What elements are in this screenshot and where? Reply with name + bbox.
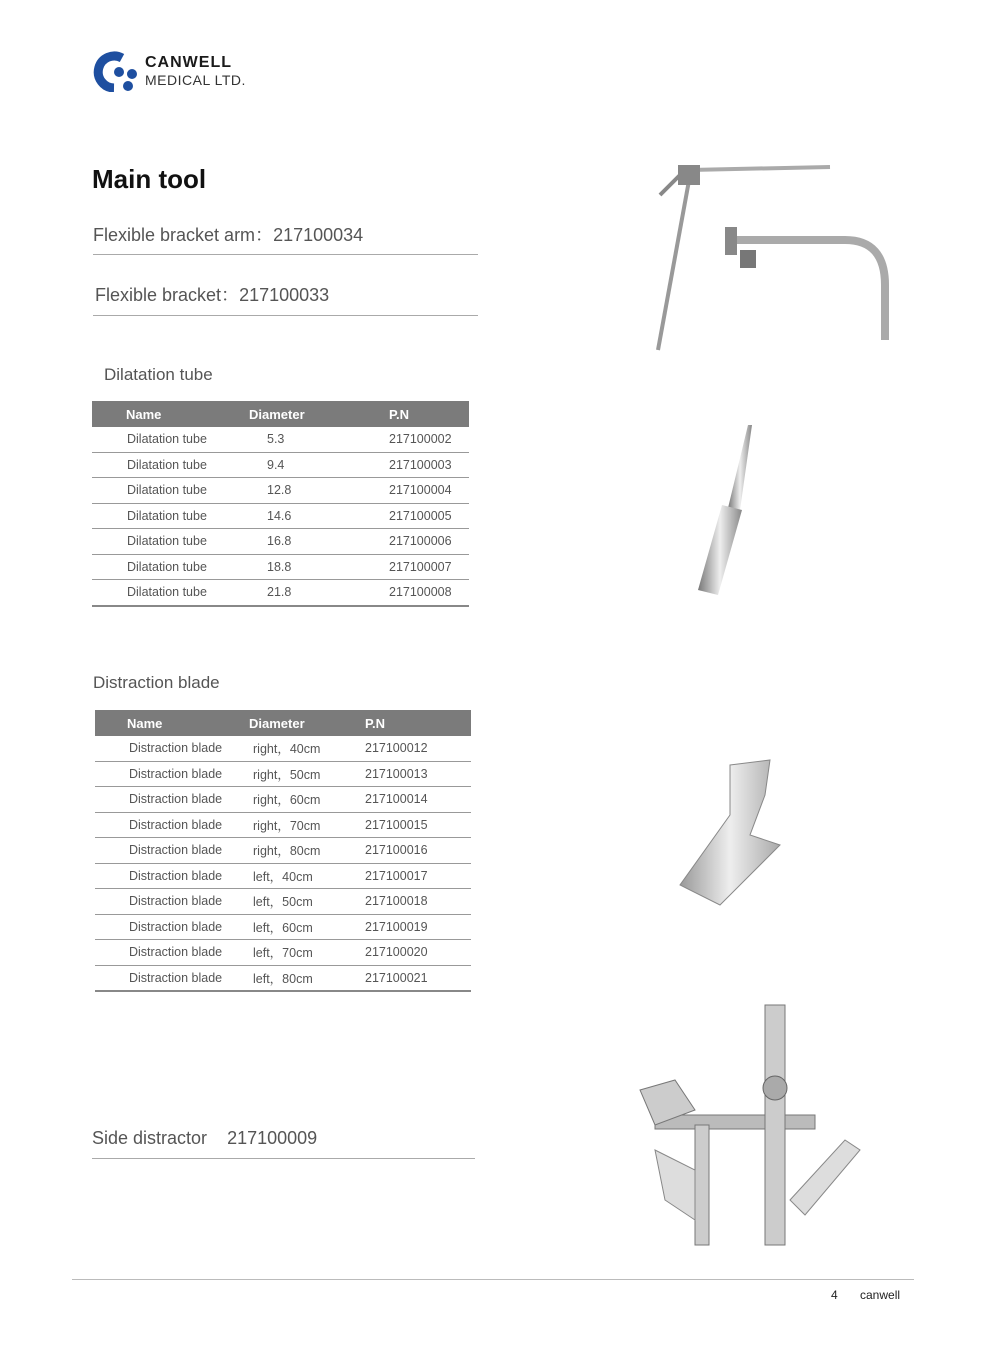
cell-diameter: right，60cm — [249, 787, 365, 813]
cell-pn: 217100008 — [389, 580, 469, 606]
item-label: Flexible bracket： — [95, 285, 240, 305]
cell-diameter: left，50cm — [249, 889, 365, 915]
cell-diameter: right，50cm — [249, 761, 365, 787]
table-row — [95, 736, 471, 761]
cell-name: Distraction blade — [95, 889, 249, 915]
cell-pn: 217100018 — [365, 889, 471, 915]
table-row — [92, 478, 469, 504]
item-part-number: 217100034 — [273, 225, 364, 245]
dilatation-table — [92, 401, 469, 607]
cell-name: Distraction blade — [95, 940, 249, 966]
table-row — [95, 863, 471, 889]
table-header-row — [95, 710, 471, 736]
side-distractor-image — [615, 1000, 865, 1250]
cell-pn: 217100020 — [365, 940, 471, 966]
canwell-logo-icon — [92, 50, 142, 92]
item-label: Side distractor — [92, 1128, 208, 1148]
table-row — [95, 965, 471, 991]
table-row — [95, 889, 471, 915]
cell-name: Dilatation tube — [92, 478, 249, 504]
table-row — [95, 838, 471, 864]
cell-diameter: 14.6 — [249, 503, 389, 529]
item-part-number: 217100009 — [227, 1128, 318, 1148]
cell-pn: 217100007 — [389, 554, 469, 580]
dilatation-tube-image — [660, 420, 780, 600]
cell-diameter: 18.8 — [249, 554, 389, 580]
flexible-bracket — [95, 281, 329, 307]
cell-name: Distraction blade — [95, 787, 249, 813]
divider — [92, 1158, 475, 1159]
table-row — [92, 529, 469, 555]
table-row — [92, 427, 469, 452]
cell-name: Dilatation tube — [92, 580, 249, 606]
cell-name: Dilatation tube — [92, 554, 249, 580]
table-row — [95, 761, 471, 787]
page-number: 4 — [831, 1288, 838, 1302]
cell-pn: 217100013 — [365, 761, 471, 787]
cell-name: Distraction blade — [95, 965, 249, 991]
table-row — [95, 812, 471, 838]
cell-pn: 217100012 — [365, 736, 471, 761]
col-name: Name — [92, 401, 249, 427]
table-row — [95, 914, 471, 940]
cell-pn: 217100004 — [389, 478, 469, 504]
cell-name: Dilatation tube — [92, 503, 249, 529]
footer-brand: canwell — [860, 1288, 901, 1302]
cell-diameter: left，70cm — [249, 940, 365, 966]
distraction-blade-image — [670, 755, 790, 915]
side-distractor — [92, 1128, 317, 1149]
footer-divider — [72, 1279, 914, 1280]
col-name: Name — [95, 710, 249, 736]
table-row — [92, 554, 469, 580]
divider — [93, 254, 478, 255]
flexible-bracket-image — [640, 155, 900, 355]
cell-diameter: left，60cm — [249, 914, 365, 940]
cell-diameter: right，80cm — [249, 838, 365, 864]
table-row — [95, 940, 471, 966]
cell-pn: 217100005 — [389, 503, 469, 529]
cell-diameter: 16.8 — [249, 529, 389, 555]
item-part-number: 217100033 — [239, 285, 330, 305]
distraction-table — [95, 710, 471, 992]
table-row — [92, 452, 469, 478]
item-label: Flexible bracket arm： — [93, 225, 274, 245]
dilatation-heading: Dilatation tube — [104, 365, 213, 384]
cell-name: Distraction blade — [95, 736, 249, 761]
cell-pn: 217100003 — [389, 452, 469, 478]
cell-name: Dilatation tube — [92, 427, 249, 452]
cell-diameter: 12.8 — [249, 478, 389, 504]
col-diameter: Diameter — [249, 401, 389, 427]
cell-diameter: left，40cm — [249, 863, 365, 889]
flexible-bracket-arm — [93, 221, 363, 247]
table-header-row — [92, 401, 469, 427]
cell-name: Dilatation tube — [92, 452, 249, 478]
cell-name: Distraction blade — [95, 914, 249, 940]
table-row — [92, 503, 469, 529]
cell-pn: 217100006 — [389, 529, 469, 555]
cell-name: Distraction blade — [95, 812, 249, 838]
col-pn: P.N — [365, 710, 471, 736]
cell-diameter: left，80cm — [249, 965, 365, 991]
page-title: Main tool — [92, 164, 207, 194]
cell-diameter: right，40cm — [249, 736, 365, 761]
cell-diameter: 21.8 — [249, 580, 389, 606]
divider — [93, 315, 478, 316]
col-diameter: Diameter — [249, 710, 365, 736]
cell-pn: 217100021 — [365, 965, 471, 991]
table-row — [95, 787, 471, 813]
cell-name: Distraction blade — [95, 838, 249, 864]
cell-diameter: 9.4 — [249, 452, 389, 478]
distraction-heading: Distraction blade — [93, 673, 220, 692]
table-row — [92, 580, 469, 606]
cell-pn: 217100014 — [365, 787, 471, 813]
cell-pn: 217100019 — [365, 914, 471, 940]
logo-name: CANWELL — [145, 54, 232, 71]
cell-name: Distraction blade — [95, 761, 249, 787]
cell-diameter: right，70cm — [249, 812, 365, 838]
cell-pn: 217100017 — [365, 863, 471, 889]
cell-name: Dilatation tube — [92, 529, 249, 555]
cell-diameter: 5.3 — [249, 427, 389, 452]
cell-name: Distraction blade — [95, 863, 249, 889]
logo-subtitle: MEDICAL LTD. — [145, 72, 246, 88]
col-pn: P.N — [389, 401, 469, 427]
cell-pn: 217100002 — [389, 427, 469, 452]
cell-pn: 217100016 — [365, 838, 471, 864]
cell-pn: 217100015 — [365, 812, 471, 838]
